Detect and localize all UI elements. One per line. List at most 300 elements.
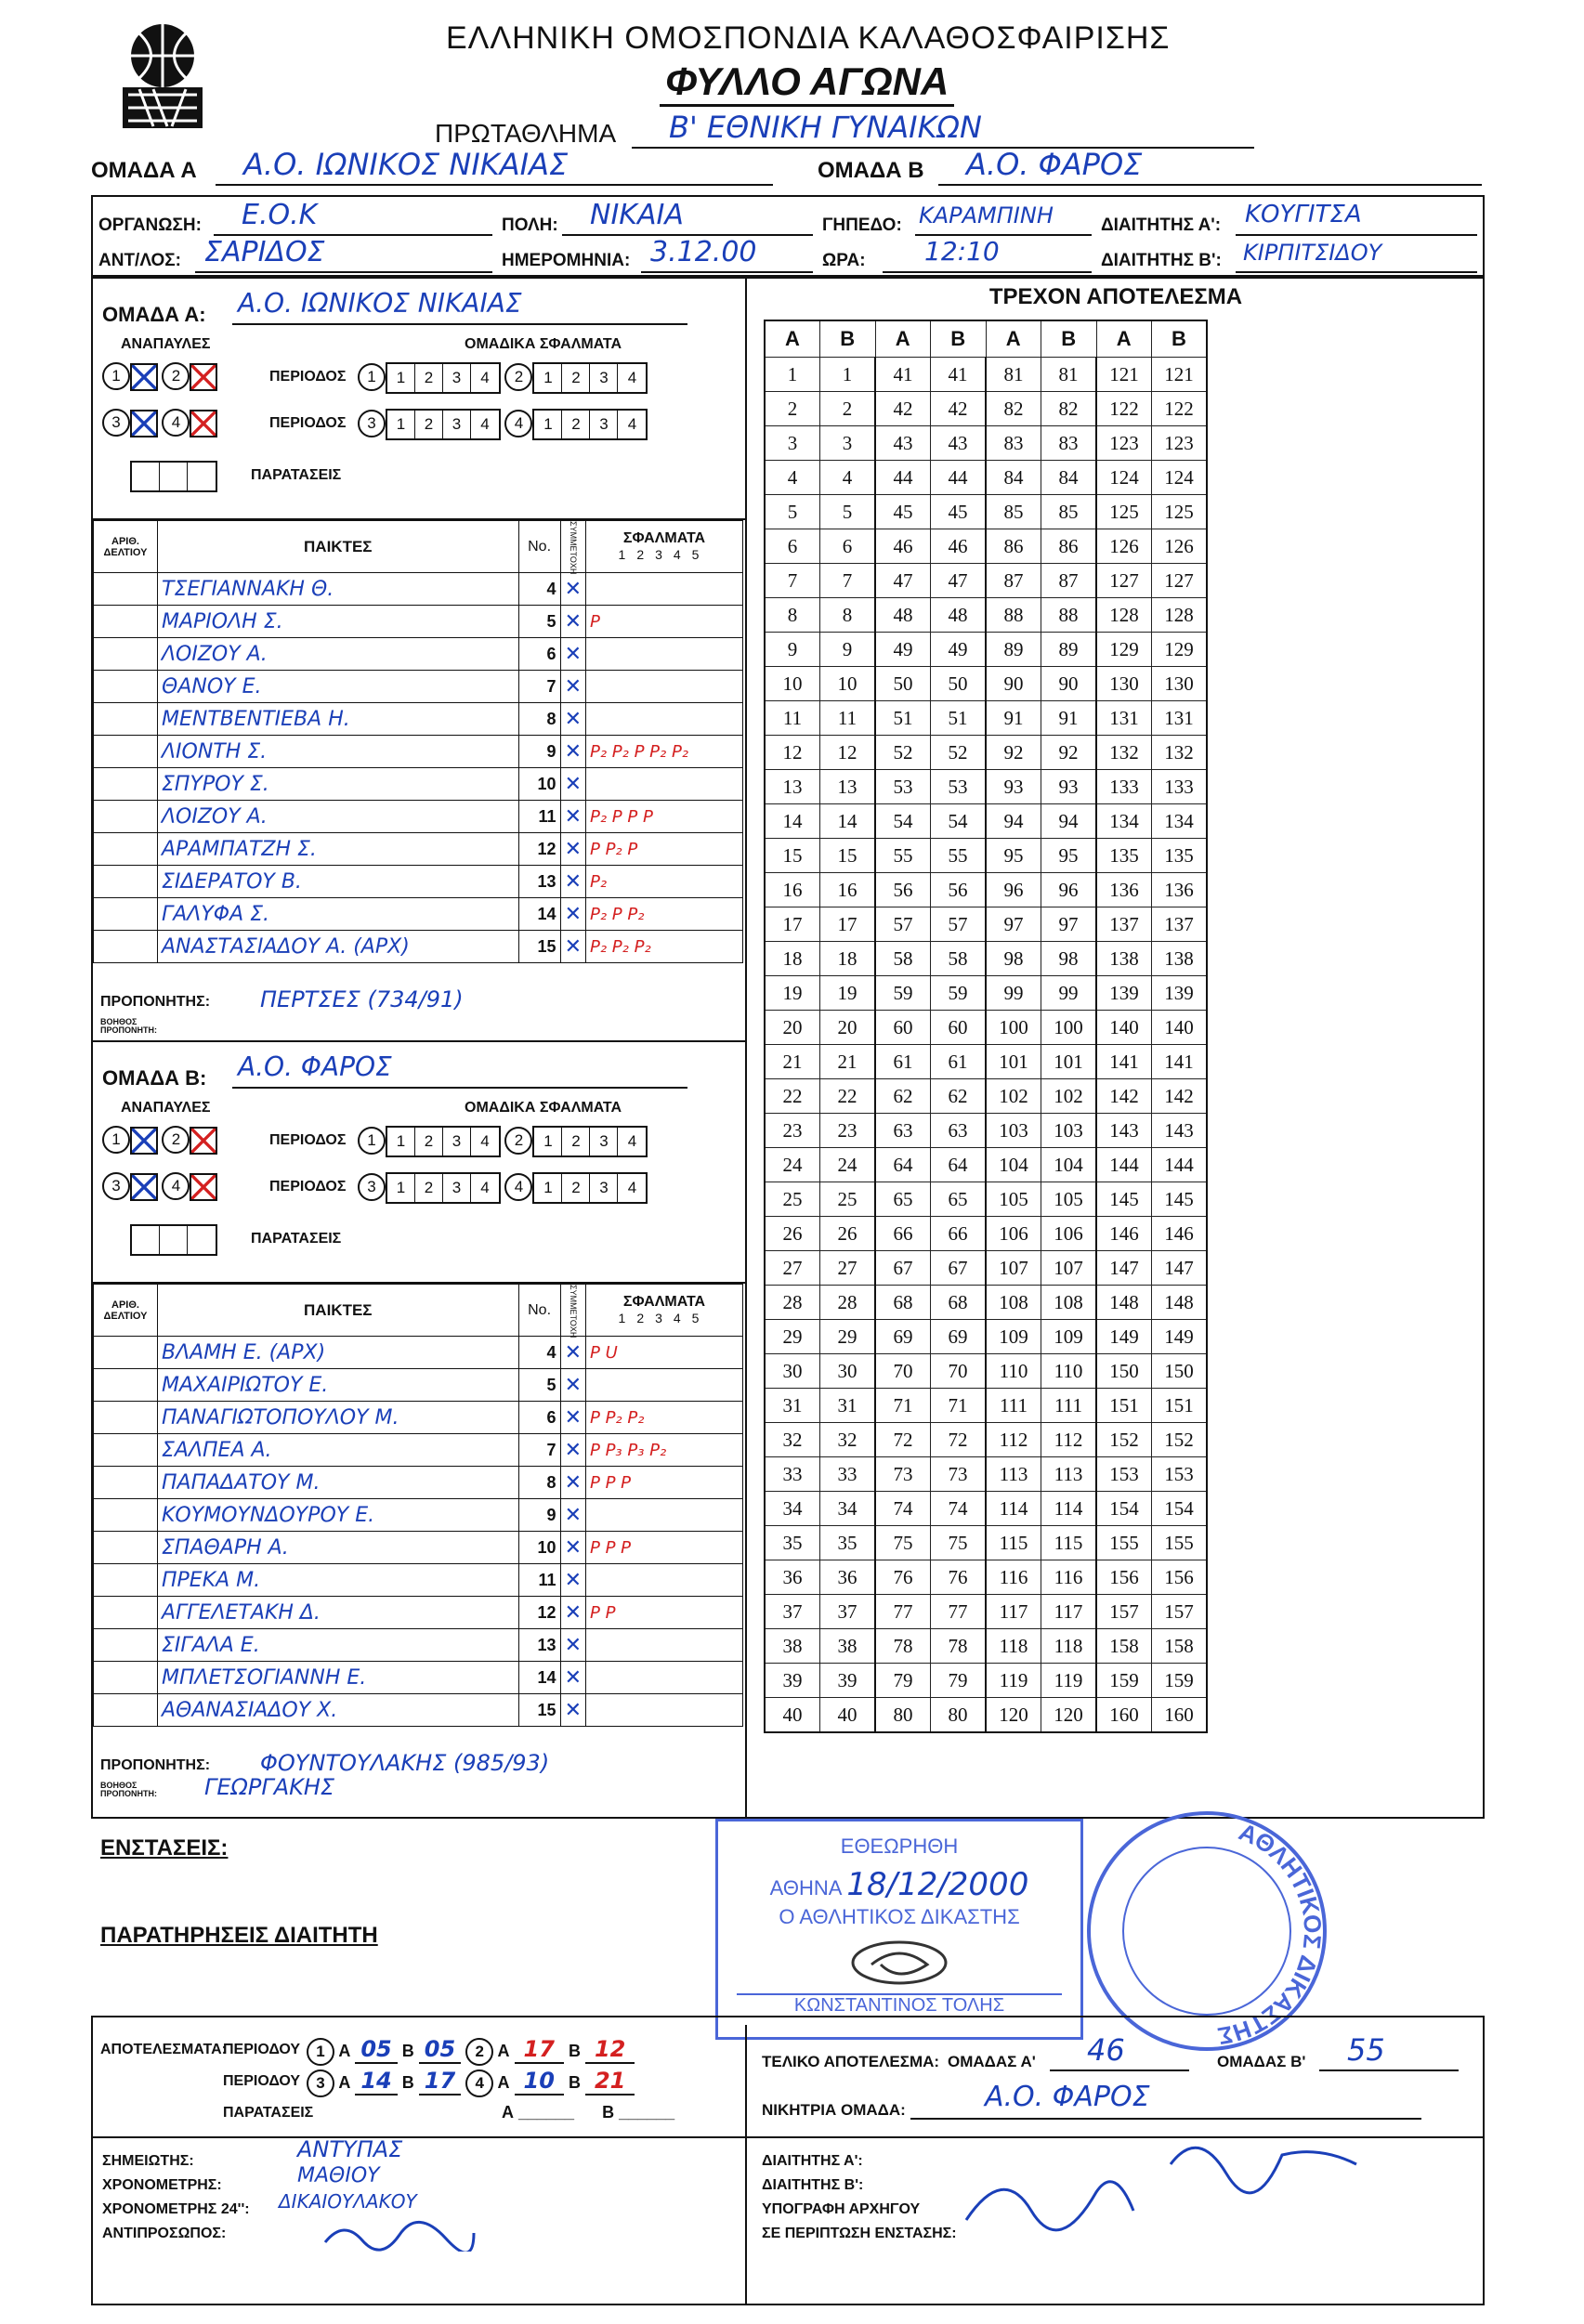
- license-cell[interactable]: [94, 1662, 158, 1694]
- score-cell-a[interactable]: 115: [986, 1526, 1041, 1560]
- score-cell-a[interactable]: 29: [765, 1320, 820, 1354]
- played-mark[interactable]: ✕: [560, 1467, 585, 1499]
- player-fouls[interactable]: P P₃ P₃ P₂: [586, 1434, 743, 1467]
- player-fouls[interactable]: P P: [586, 1597, 743, 1629]
- score-cell-a[interactable]: 6: [765, 529, 820, 564]
- score-cell-b[interactable]: 65: [931, 1182, 987, 1217]
- score-cell-a[interactable]: 116: [986, 1560, 1041, 1595]
- score-cell-a[interactable]: 23: [765, 1114, 820, 1148]
- played-mark[interactable]: ✕: [560, 1564, 585, 1597]
- score-cell-b[interactable]: 35: [820, 1526, 876, 1560]
- score-cell-b[interactable]: 156: [1152, 1560, 1208, 1595]
- score-cell-b[interactable]: 84: [1041, 461, 1097, 495]
- played-mark[interactable]: ✕: [560, 931, 585, 963]
- team-b-timeouts-row1[interactable]: 1 2: [102, 1126, 217, 1155]
- ref1-field[interactable]: [1236, 201, 1477, 236]
- score-cell-b[interactable]: 47: [931, 564, 987, 598]
- license-cell[interactable]: [94, 638, 158, 671]
- player-fouls[interactable]: [586, 1662, 743, 1694]
- score-cell-a[interactable]: 144: [1096, 1148, 1152, 1182]
- score-cell-b[interactable]: 111: [1041, 1389, 1097, 1423]
- score-cell-a[interactable]: 103: [986, 1114, 1041, 1148]
- played-mark[interactable]: ✕: [560, 1629, 585, 1662]
- score-cell-b[interactable]: 32: [820, 1423, 876, 1457]
- organizer-field[interactable]: [214, 201, 492, 236]
- score-cell-a[interactable]: 12: [765, 736, 820, 770]
- score-cell-b[interactable]: 54: [931, 804, 987, 839]
- player-fouls[interactable]: [586, 573, 743, 606]
- score-cell-a[interactable]: 139: [1096, 976, 1152, 1011]
- score-cell-a[interactable]: 10: [765, 667, 820, 701]
- score-cell-a[interactable]: 107: [986, 1251, 1041, 1286]
- score-cell-b[interactable]: 140: [1152, 1011, 1208, 1045]
- license-cell[interactable]: [94, 1499, 158, 1532]
- score-cell-b[interactable]: 63: [931, 1114, 987, 1148]
- score-cell-b[interactable]: 144: [1152, 1148, 1208, 1182]
- score-cell-a[interactable]: 36: [765, 1560, 820, 1595]
- score-cell-a[interactable]: 46: [875, 529, 931, 564]
- score-cell-a[interactable]: 134: [1096, 804, 1152, 839]
- score-cell-b[interactable]: 125: [1152, 495, 1208, 529]
- player-fouls[interactable]: [586, 1564, 743, 1597]
- score-cell-a[interactable]: 68: [875, 1286, 931, 1320]
- score-cell-b[interactable]: 145: [1152, 1182, 1208, 1217]
- score-cell-a[interactable]: 76: [875, 1560, 931, 1595]
- score-cell-b[interactable]: 42: [931, 392, 987, 426]
- score-cell-a[interactable]: 132: [1096, 736, 1152, 770]
- team-b-field[interactable]: [938, 147, 1482, 186]
- license-cell[interactable]: [94, 1402, 158, 1434]
- score-cell-a[interactable]: 131: [1096, 701, 1152, 736]
- score-cell-a[interactable]: 118: [986, 1629, 1041, 1664]
- score-cell-b[interactable]: 16: [820, 873, 876, 907]
- score-cell-b[interactable]: 73: [931, 1457, 987, 1492]
- score-cell-a[interactable]: 97: [986, 907, 1041, 942]
- score-cell-a[interactable]: 51: [875, 701, 931, 736]
- played-mark[interactable]: ✕: [560, 801, 585, 833]
- score-cell-b[interactable]: 98: [1041, 942, 1097, 976]
- score-cell-b[interactable]: 160: [1152, 1698, 1208, 1733]
- score-cell-a[interactable]: 101: [986, 1045, 1041, 1079]
- player-fouls[interactable]: P U: [586, 1337, 743, 1369]
- score-cell-a[interactable]: 48: [875, 598, 931, 633]
- score-cell-a[interactable]: 106: [986, 1217, 1041, 1251]
- score-cell-b[interactable]: 45: [931, 495, 987, 529]
- player-fouls[interactable]: P P₂ P₂: [586, 1402, 743, 1434]
- score-cell-b[interactable]: 116: [1041, 1560, 1097, 1595]
- score-cell-a[interactable]: 92: [986, 736, 1041, 770]
- score-cell-a[interactable]: 128: [1096, 598, 1152, 633]
- score-cell-a[interactable]: 124: [1096, 461, 1152, 495]
- score-cell-b[interactable]: 41: [931, 358, 987, 392]
- team-b-panel-field[interactable]: [232, 1051, 687, 1089]
- score-cell-b[interactable]: 83: [1041, 426, 1097, 461]
- score-cell-a[interactable]: 60: [875, 1011, 931, 1045]
- score-cell-a[interactable]: 150: [1096, 1354, 1152, 1389]
- score-cell-a[interactable]: 26: [765, 1217, 820, 1251]
- played-mark[interactable]: ✕: [560, 1662, 585, 1694]
- score-cell-b[interactable]: 155: [1152, 1526, 1208, 1560]
- score-cell-b[interactable]: 9: [820, 633, 876, 667]
- score-cell-b[interactable]: 27: [820, 1251, 876, 1286]
- player-fouls[interactable]: [586, 1499, 743, 1532]
- score-cell-a[interactable]: 45: [875, 495, 931, 529]
- score-cell-a[interactable]: 158: [1096, 1629, 1152, 1664]
- score-cell-a[interactable]: 152: [1096, 1423, 1152, 1457]
- score-cell-a[interactable]: 59: [875, 976, 931, 1011]
- score-cell-b[interactable]: 52: [931, 736, 987, 770]
- score-cell-a[interactable]: 104: [986, 1148, 1041, 1182]
- played-mark[interactable]: ✕: [560, 1369, 585, 1402]
- score-cell-a[interactable]: 8: [765, 598, 820, 633]
- score-cell-b[interactable]: 40: [820, 1698, 876, 1733]
- score-cell-a[interactable]: 89: [986, 633, 1041, 667]
- score-cell-b[interactable]: 127: [1152, 564, 1208, 598]
- score-cell-b[interactable]: 67: [931, 1251, 987, 1286]
- score-cell-a[interactable]: 98: [986, 942, 1041, 976]
- score-cell-b[interactable]: 104: [1041, 1148, 1097, 1182]
- score-cell-b[interactable]: 17: [820, 907, 876, 942]
- score-cell-a[interactable]: 40: [765, 1698, 820, 1733]
- score-cell-b[interactable]: 48: [931, 598, 987, 633]
- score-cell-a[interactable]: 34: [765, 1492, 820, 1526]
- score-cell-b[interactable]: 20: [820, 1011, 876, 1045]
- score-cell-b[interactable]: 137: [1152, 907, 1208, 942]
- score-cell-a[interactable]: 126: [1096, 529, 1152, 564]
- score-cell-b[interactable]: 124: [1152, 461, 1208, 495]
- player-fouls[interactable]: P: [586, 606, 743, 638]
- score-cell-b[interactable]: 151: [1152, 1389, 1208, 1423]
- score-cell-a[interactable]: 151: [1096, 1389, 1152, 1423]
- score-cell-a[interactable]: 149: [1096, 1320, 1152, 1354]
- score-cell-a[interactable]: 154: [1096, 1492, 1152, 1526]
- score-cell-b[interactable]: 108: [1041, 1286, 1097, 1320]
- score-cell-b[interactable]: 38: [820, 1629, 876, 1664]
- license-cell[interactable]: [94, 1564, 158, 1597]
- license-cell[interactable]: [94, 1532, 158, 1564]
- score-cell-b[interactable]: 39: [820, 1664, 876, 1698]
- score-cell-a[interactable]: 142: [1096, 1079, 1152, 1114]
- score-cell-b[interactable]: 101: [1041, 1045, 1097, 1079]
- score-cell-a[interactable]: 72: [875, 1423, 931, 1457]
- score-cell-a[interactable]: 125: [1096, 495, 1152, 529]
- score-cell-a[interactable]: 20: [765, 1011, 820, 1045]
- score-cell-a[interactable]: 58: [875, 942, 931, 976]
- score-cell-b[interactable]: 87: [1041, 564, 1097, 598]
- score-cell-a[interactable]: 117: [986, 1595, 1041, 1629]
- score-cell-a[interactable]: 5: [765, 495, 820, 529]
- score-cell-a[interactable]: 66: [875, 1217, 931, 1251]
- score-cell-a[interactable]: 148: [1096, 1286, 1152, 1320]
- score-cell-a[interactable]: 69: [875, 1320, 931, 1354]
- score-cell-a[interactable]: 22: [765, 1079, 820, 1114]
- player-fouls[interactable]: P₂: [586, 866, 743, 898]
- license-cell[interactable]: [94, 866, 158, 898]
- score-cell-b[interactable]: 89: [1041, 633, 1097, 667]
- score-cell-b[interactable]: 92: [1041, 736, 1097, 770]
- score-cell-b[interactable]: 88: [1041, 598, 1097, 633]
- score-cell-a[interactable]: 38: [765, 1629, 820, 1664]
- score-cell-a[interactable]: 7: [765, 564, 820, 598]
- score-cell-b[interactable]: 143: [1152, 1114, 1208, 1148]
- score-cell-b[interactable]: 134: [1152, 804, 1208, 839]
- score-cell-a[interactable]: 33: [765, 1457, 820, 1492]
- score-cell-b[interactable]: 131: [1152, 701, 1208, 736]
- score-cell-a[interactable]: 155: [1096, 1526, 1152, 1560]
- score-cell-a[interactable]: 140: [1096, 1011, 1152, 1045]
- score-cell-b[interactable]: 97: [1041, 907, 1097, 942]
- played-mark[interactable]: ✕: [560, 1532, 585, 1564]
- score-cell-b[interactable]: 80: [931, 1698, 987, 1733]
- score-cell-a[interactable]: 137: [1096, 907, 1152, 942]
- city-field[interactable]: [562, 201, 813, 236]
- score-cell-a[interactable]: 70: [875, 1354, 931, 1389]
- score-cell-b[interactable]: 14: [820, 804, 876, 839]
- score-cell-b[interactable]: 81: [1041, 358, 1097, 392]
- score-cell-b[interactable]: 141: [1152, 1045, 1208, 1079]
- date-field[interactable]: [641, 238, 813, 273]
- score-cell-a[interactable]: 157: [1096, 1595, 1152, 1629]
- score-cell-b[interactable]: 60: [931, 1011, 987, 1045]
- score-cell-a[interactable]: 96: [986, 873, 1041, 907]
- score-cell-a[interactable]: 111: [986, 1389, 1041, 1423]
- score-cell-b[interactable]: 74: [931, 1492, 987, 1526]
- score-cell-a[interactable]: 84: [986, 461, 1041, 495]
- score-cell-b[interactable]: 100: [1041, 1011, 1097, 1045]
- license-cell[interactable]: [94, 573, 158, 606]
- score-cell-a[interactable]: 94: [986, 804, 1041, 839]
- team-a-panel-field[interactable]: [232, 288, 687, 325]
- score-cell-a[interactable]: 14: [765, 804, 820, 839]
- score-cell-b[interactable]: 138: [1152, 942, 1208, 976]
- player-fouls[interactable]: P P P: [586, 1467, 743, 1499]
- score-cell-b[interactable]: 148: [1152, 1286, 1208, 1320]
- player-fouls[interactable]: [586, 1369, 743, 1402]
- score-cell-a[interactable]: 17: [765, 907, 820, 942]
- score-cell-b[interactable]: 128: [1152, 598, 1208, 633]
- score-cell-b[interactable]: 8: [820, 598, 876, 633]
- score-cell-a[interactable]: 74: [875, 1492, 931, 1526]
- score-cell-b[interactable]: 49: [931, 633, 987, 667]
- license-cell[interactable]: [94, 1337, 158, 1369]
- score-cell-b[interactable]: 149: [1152, 1320, 1208, 1354]
- played-mark[interactable]: ✕: [560, 768, 585, 801]
- score-cell-a[interactable]: 24: [765, 1148, 820, 1182]
- score-cell-b[interactable]: 78: [931, 1629, 987, 1664]
- score-cell-a[interactable]: 129: [1096, 633, 1152, 667]
- score-cell-b[interactable]: 79: [931, 1664, 987, 1698]
- score-cell-b[interactable]: 12: [820, 736, 876, 770]
- score-cell-a[interactable]: 141: [1096, 1045, 1152, 1079]
- score-cell-a[interactable]: 31: [765, 1389, 820, 1423]
- team-a-overtime-boxes[interactable]: [130, 461, 217, 492]
- score-cell-b[interactable]: 50: [931, 667, 987, 701]
- played-mark[interactable]: ✕: [560, 1337, 585, 1369]
- score-cell-a[interactable]: 3: [765, 426, 820, 461]
- score-cell-a[interactable]: 73: [875, 1457, 931, 1492]
- score-cell-b[interactable]: 150: [1152, 1354, 1208, 1389]
- score-cell-a[interactable]: 1: [765, 358, 820, 392]
- score-cell-b[interactable]: 58: [931, 942, 987, 976]
- score-cell-b[interactable]: 1: [820, 358, 876, 392]
- score-cell-a[interactable]: 85: [986, 495, 1041, 529]
- license-cell[interactable]: [94, 703, 158, 736]
- score-cell-a[interactable]: 105: [986, 1182, 1041, 1217]
- score-cell-b[interactable]: 6: [820, 529, 876, 564]
- score-cell-b[interactable]: 107: [1041, 1251, 1097, 1286]
- team-a-field[interactable]: [216, 147, 773, 186]
- score-cell-b[interactable]: 157: [1152, 1595, 1208, 1629]
- license-cell[interactable]: [94, 768, 158, 801]
- played-mark[interactable]: ✕: [560, 703, 585, 736]
- score-cell-a[interactable]: 138: [1096, 942, 1152, 976]
- score-cell-b[interactable]: 13: [820, 770, 876, 804]
- score-cell-b[interactable]: 154: [1152, 1492, 1208, 1526]
- score-cell-b[interactable]: 152: [1152, 1423, 1208, 1457]
- score-cell-b[interactable]: 121: [1152, 358, 1208, 392]
- score-cell-b[interactable]: 123: [1152, 426, 1208, 461]
- score-cell-a[interactable]: 57: [875, 907, 931, 942]
- score-cell-a[interactable]: 135: [1096, 839, 1152, 873]
- score-cell-a[interactable]: 37: [765, 1595, 820, 1629]
- score-cell-a[interactable]: 87: [986, 564, 1041, 598]
- score-cell-b[interactable]: 34: [820, 1492, 876, 1526]
- score-cell-a[interactable]: 90: [986, 667, 1041, 701]
- score-cell-b[interactable]: 158: [1152, 1629, 1208, 1664]
- played-mark[interactable]: ✕: [560, 1402, 585, 1434]
- player-fouls[interactable]: P₂ P P₂: [586, 898, 743, 931]
- score-cell-a[interactable]: 41: [875, 358, 931, 392]
- score-cell-a[interactable]: 143: [1096, 1114, 1152, 1148]
- score-cell-a[interactable]: 121: [1096, 358, 1152, 392]
- score-cell-b[interactable]: 119: [1041, 1664, 1097, 1698]
- score-cell-a[interactable]: 78: [875, 1629, 931, 1664]
- score-cell-a[interactable]: 82: [986, 392, 1041, 426]
- score-cell-a[interactable]: 65: [875, 1182, 931, 1217]
- score-cell-a[interactable]: 79: [875, 1664, 931, 1698]
- player-fouls[interactable]: P P P: [586, 1532, 743, 1564]
- score-cell-b[interactable]: 136: [1152, 873, 1208, 907]
- score-cell-a[interactable]: 16: [765, 873, 820, 907]
- score-cell-a[interactable]: 119: [986, 1664, 1041, 1698]
- score-cell-a[interactable]: 43: [875, 426, 931, 461]
- score-cell-b[interactable]: 109: [1041, 1320, 1097, 1354]
- score-cell-b[interactable]: 64: [931, 1148, 987, 1182]
- license-cell[interactable]: [94, 736, 158, 768]
- score-cell-b[interactable]: 132: [1152, 736, 1208, 770]
- license-cell[interactable]: [94, 931, 158, 963]
- license-cell[interactable]: [94, 801, 158, 833]
- played-mark[interactable]: ✕: [560, 833, 585, 866]
- played-mark[interactable]: ✕: [560, 1694, 585, 1727]
- score-cell-b[interactable]: 126: [1152, 529, 1208, 564]
- ref2-field[interactable]: [1236, 238, 1477, 273]
- team-b-overtime-boxes[interactable]: [130, 1224, 217, 1256]
- time-field[interactable]: [883, 238, 1092, 273]
- score-cell-b[interactable]: 114: [1041, 1492, 1097, 1526]
- score-cell-a[interactable]: 114: [986, 1492, 1041, 1526]
- score-cell-b[interactable]: 7: [820, 564, 876, 598]
- score-cell-b[interactable]: 61: [931, 1045, 987, 1079]
- score-cell-a[interactable]: 30: [765, 1354, 820, 1389]
- score-cell-b[interactable]: 115: [1041, 1526, 1097, 1560]
- score-cell-b[interactable]: 153: [1152, 1457, 1208, 1492]
- score-cell-a[interactable]: 100: [986, 1011, 1041, 1045]
- score-cell-a[interactable]: 112: [986, 1423, 1041, 1457]
- score-cell-b[interactable]: 66: [931, 1217, 987, 1251]
- played-mark[interactable]: ✕: [560, 898, 585, 931]
- score-cell-a[interactable]: 145: [1096, 1182, 1152, 1217]
- score-cell-a[interactable]: 39: [765, 1664, 820, 1698]
- score-cell-a[interactable]: 156: [1096, 1560, 1152, 1595]
- score-cell-b[interactable]: 102: [1041, 1079, 1097, 1114]
- score-cell-b[interactable]: 95: [1041, 839, 1097, 873]
- score-cell-a[interactable]: 19: [765, 976, 820, 1011]
- score-cell-b[interactable]: 110: [1041, 1354, 1097, 1389]
- score-cell-a[interactable]: 42: [875, 392, 931, 426]
- played-mark[interactable]: ✕: [560, 736, 585, 768]
- score-cell-b[interactable]: 62: [931, 1079, 987, 1114]
- score-cell-b[interactable]: 31: [820, 1389, 876, 1423]
- score-cell-b[interactable]: 10: [820, 667, 876, 701]
- score-cell-b[interactable]: 28: [820, 1286, 876, 1320]
- played-mark[interactable]: ✕: [560, 606, 585, 638]
- license-cell[interactable]: [94, 671, 158, 703]
- played-mark[interactable]: ✕: [560, 866, 585, 898]
- score-cell-b[interactable]: 37: [820, 1595, 876, 1629]
- license-cell[interactable]: [94, 1369, 158, 1402]
- player-fouls[interactable]: P₂ P₂ P₂: [586, 931, 743, 963]
- score-cell-b[interactable]: 91: [1041, 701, 1097, 736]
- score-cell-a[interactable]: 27: [765, 1251, 820, 1286]
- team-b-period2-fouls[interactable]: 3 1 2 3 4 4 1 2 3 4: [358, 1172, 648, 1204]
- team-b-period1-fouls[interactable]: 1 1 2 3 4 2 1 2 3 4: [358, 1126, 648, 1157]
- score-cell-b[interactable]: 36: [820, 1560, 876, 1595]
- score-cell-a[interactable]: 67: [875, 1251, 931, 1286]
- score-cell-b[interactable]: 11: [820, 701, 876, 736]
- score-cell-b[interactable]: 55: [931, 839, 987, 873]
- score-cell-b[interactable]: 24: [820, 1148, 876, 1182]
- score-cell-b[interactable]: 21: [820, 1045, 876, 1079]
- score-cell-b[interactable]: 117: [1041, 1595, 1097, 1629]
- score-cell-a[interactable]: 99: [986, 976, 1041, 1011]
- score-cell-b[interactable]: 135: [1152, 839, 1208, 873]
- license-cell[interactable]: [94, 1597, 158, 1629]
- score-cell-b[interactable]: 139: [1152, 976, 1208, 1011]
- score-cell-a[interactable]: 136: [1096, 873, 1152, 907]
- score-cell-b[interactable]: 59: [931, 976, 987, 1011]
- team-a-timeouts-row2[interactable]: 3 4: [102, 409, 217, 437]
- played-mark[interactable]: ✕: [560, 638, 585, 671]
- score-cell-a[interactable]: 2: [765, 392, 820, 426]
- score-cell-a[interactable]: 80: [875, 1698, 931, 1733]
- player-fouls[interactable]: [586, 703, 743, 736]
- court-field[interactable]: [915, 201, 1092, 236]
- score-cell-b[interactable]: 70: [931, 1354, 987, 1389]
- team-b-timeouts-row2[interactable]: 3 4: [102, 1172, 217, 1201]
- player-fouls[interactable]: [586, 1694, 743, 1727]
- played-mark[interactable]: ✕: [560, 671, 585, 703]
- score-cell-a[interactable]: 133: [1096, 770, 1152, 804]
- score-cell-b[interactable]: 75: [931, 1526, 987, 1560]
- score-cell-b[interactable]: 85: [1041, 495, 1097, 529]
- score-cell-a[interactable]: 25: [765, 1182, 820, 1217]
- score-cell-b[interactable]: 118: [1041, 1629, 1097, 1664]
- score-cell-a[interactable]: 13: [765, 770, 820, 804]
- score-cell-b[interactable]: 76: [931, 1560, 987, 1595]
- player-fouls[interactable]: P₂ P₂ P P₂ P₂: [586, 736, 743, 768]
- score-cell-b[interactable]: 159: [1152, 1664, 1208, 1698]
